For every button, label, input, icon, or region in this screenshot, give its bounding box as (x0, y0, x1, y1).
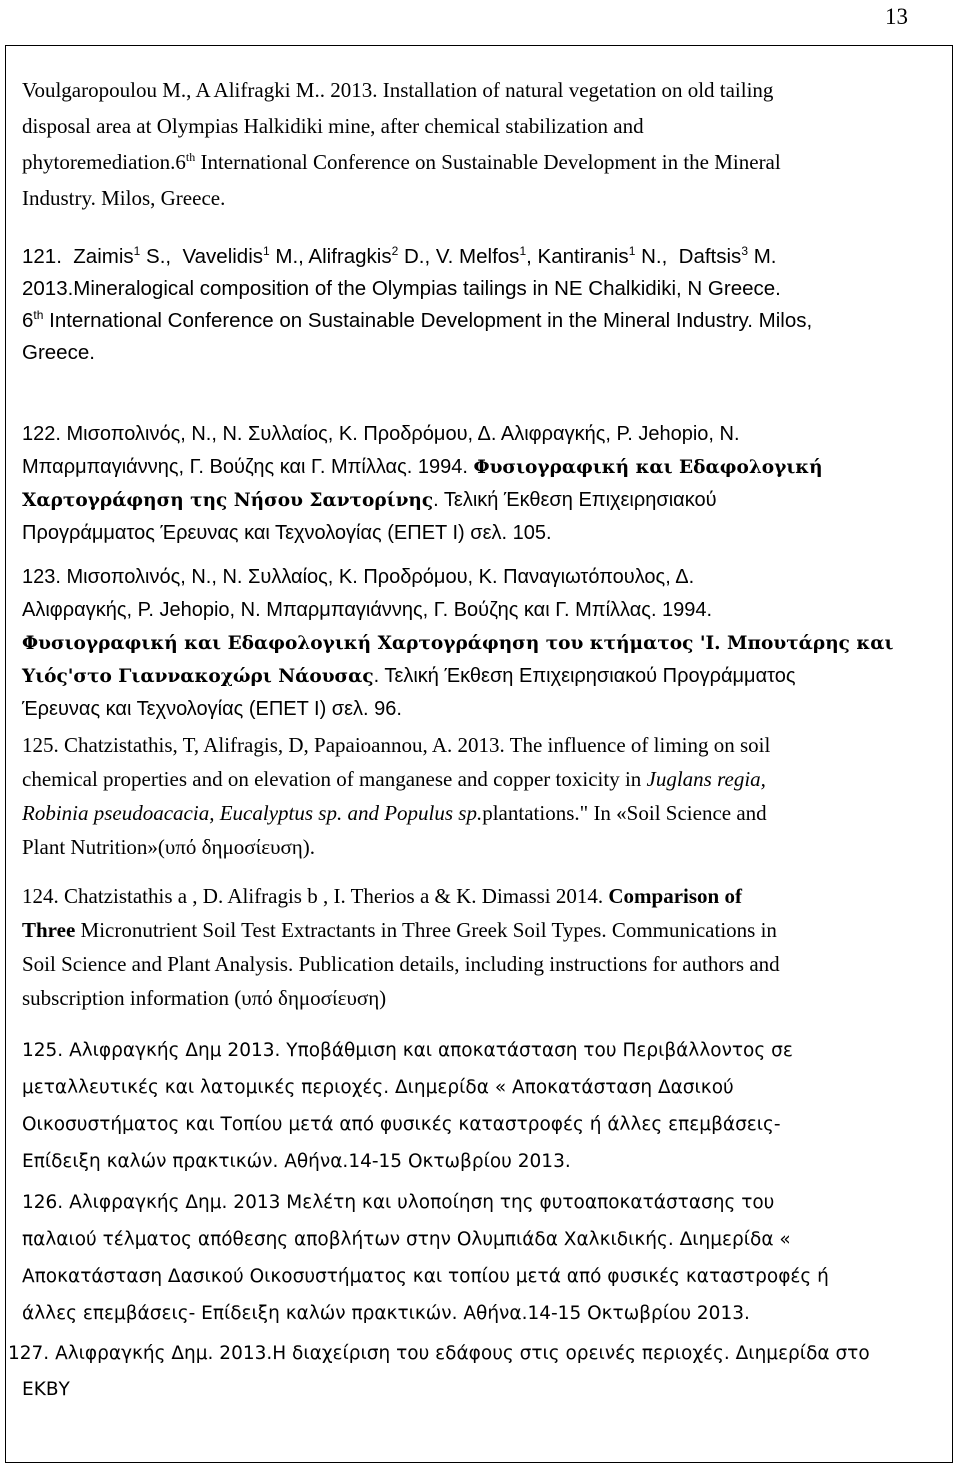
ref-line: Επίδειξη καλών πρακτικών. Αθήνα.14-15 Οκτωβρίου 2013. (22, 1151, 571, 1172)
ref-line: Soil Science and Plant Analysis. Publication details, including instructions for authors and (22, 952, 780, 976)
ref-text: International Conference on Sustainable Development in the Mineral (195, 150, 781, 174)
superscript: 2 (391, 244, 399, 259)
reference-121 (22, 241, 944, 369)
reference-123 (22, 561, 944, 726)
reference-126 (22, 1184, 944, 1332)
ref-line (22, 451, 944, 484)
ref-line: Αποκατάσταση Δασικού Οικοσυστήματος και τοπίου μετά από φυσικές καταστροφές ή (22, 1266, 829, 1287)
ref-line (22, 660, 944, 693)
reference-124 (22, 879, 944, 1015)
ref-line (22, 484, 944, 517)
ref-line: Αλιφραγκής, Ρ. Jehopio, Ν. Μπαρμπαγιάννης, Γ. Βούζης και Γ. Μπίλλας. 1994. (22, 599, 713, 621)
ref-line: παλαιού τέλματος απόθεσης αποβλήτων στην Ολυμπιάδα Χαλκιδικής. Διημερίδα « (22, 1229, 791, 1250)
ref-text: M. (748, 245, 777, 268)
ref-line (22, 762, 944, 796)
ref-text: chemical properties and on elevation of manganese and copper toxicity in (22, 767, 647, 791)
ref-line: Plant Nutrition»(υπό δημοσίευση). (22, 835, 316, 859)
ref-title: Χαρτογράφηση της Νήσου Σαντορίνης (22, 490, 434, 511)
ref-text: Μπαρμπαγιάννης, Γ. Βούζης και Γ. Μπίλλας. 1994. (22, 456, 474, 478)
ref-line: 122. Μισοπολινός, Ν., Ν. Συλλαίος, Κ. Προδρόμου, Δ. Αλιφραγκής, Ρ. Jehopio, Ν. (22, 423, 740, 445)
page-number: 13 (885, 4, 908, 29)
ref-line (22, 305, 944, 337)
ref-text: plantations." In «Soil Science and (482, 801, 767, 825)
ref-title: Comparison of (608, 884, 742, 908)
ref-text: 6 (22, 309, 34, 332)
ref-text: 124. Chatzistathis a , D. Alifragis b , I. Therios a & K. Dimassi 2014. (22, 884, 609, 908)
ref-line (22, 796, 944, 830)
ref-line: subscription information (υπό δημοσίευση) (22, 986, 387, 1010)
ref-text: N., Daftsis (635, 245, 742, 268)
reference-125-alifragkis (22, 1032, 944, 1180)
ref-title: Three (22, 918, 76, 942)
ref-line: Έρευνας και Τεχνολογίας (ΕΠΕΤ Ι) σελ. 96. (22, 698, 402, 720)
ref-line: Προγράμματος Έρευνας και Τεχνολογίας (ΕΠΕΤ Ι) σελ. 105. (22, 522, 552, 544)
reference-125-chatzistathis (22, 728, 944, 864)
ref-species: Robinia pseudoacacia, Eucalyptus sp. and Populus sp. (22, 801, 483, 825)
ref-text: Micronutrient Soil Test Extractants in Three Greek Soil Types. Communications in (75, 918, 777, 942)
ref-text: . Τελική Έκθεση Επιχειρησιακού Προγράμματος (373, 665, 796, 687)
ref-title: Φυσιογραφική και Εδαφολογική (473, 457, 823, 478)
superscript: 1 (628, 244, 636, 259)
ref-line (22, 241, 944, 273)
ref-line: Οικοσυστήματος και Τοπίου μετά από φυσικές καταστροφές ή άλλες επεμβάσεις- (22, 1114, 781, 1135)
ref-line: Voulgaropoulou M., A Alifragki M.. 2013. Installation of natural vegetation on old tailing (22, 78, 774, 102)
ref-species: Juglans regia, (646, 767, 766, 791)
ref-line (22, 879, 944, 913)
ref-line: 125. Αλιφραγκής Δημ 2013. Υποβάθμιση και αποκατάσταση του Περιβάλλοντος σε (22, 1040, 793, 1061)
ref-title: Υιός'στο Γιαννακοχώρι Νάουσας (22, 666, 374, 687)
ref-line (22, 144, 944, 180)
ref-line: Industry. Milos, Greece. (22, 186, 226, 210)
superscript: th (185, 150, 196, 164)
superscript: 3 (741, 244, 748, 259)
ref-text: 121. Zaimis (22, 245, 134, 268)
ref-line: 2013.Mineralogical composition of the Olympias tailings in NE Chalkidiki, N Greece. (22, 277, 781, 300)
ref-text: . Τελική Έκθεση Επιχειρησιακού (433, 489, 717, 511)
ref-line: Greece. (22, 341, 95, 364)
superscript: th (33, 308, 44, 323)
ref-line: Φυσιογραφική και Εδαφολογική Χαρτογράφηση του κτήματος 'Ι. Μπουτάρης και (22, 633, 894, 654)
ref-text: International Conference on Sustainable Development in the Mineral Industry. Milos, (43, 309, 813, 332)
ref-text: phytoremediation.6 (22, 150, 186, 174)
page-frame (5, 45, 953, 1463)
ref-line: ΕΚΒΥ (22, 1379, 70, 1400)
superscript: 1 (263, 244, 270, 259)
ref-line (22, 913, 944, 947)
ref-line: άλλες επεμβάσεις- Επίδειξη καλών πρακτικών. Αθήνα.14-15 Οκτωβρίου 2013. (22, 1303, 750, 1324)
ref-line: disposal area at Olympias Halkidiki mine, after chemical stabilization and (22, 114, 644, 138)
ref-text: S., Vavelidis (140, 245, 264, 268)
ref-line: 125. Chatzistathis, T, Alifragis, D, Papaioannou, A. 2013. The influence of liming on soil (22, 733, 771, 757)
ref-line: 127. Αλιφραγκής Δημ. 2013.Η διαχείριση του εδάφους στις ορεινές περιοχές. Διημερίδα στο (8, 1343, 870, 1364)
ref-line: 126. Αλιφραγκής Δημ. 2013 Μελέτη και υλοποίηση της φυτοαποκατάστασης του (22, 1192, 775, 1213)
reference-voulgaropoulou (22, 72, 944, 216)
ref-text: D., V. Melfos (398, 245, 520, 268)
ref-text: , Kantiranis (526, 245, 629, 268)
ref-text: M., Alifragkis (269, 245, 392, 268)
ref-line: 123. Μισοπολινός, Ν., Ν. Συλλαίος, Κ. Προδρόμου, Κ. Παναγιωτόπουλος, Δ. (22, 566, 695, 588)
reference-127 (8, 1336, 952, 1408)
ref-line: μεταλλευτικές και λατομικές περιοχές. Διημερίδα « Αποκατάσταση Δασικού (22, 1077, 734, 1098)
superscript: 1 (133, 244, 141, 259)
reference-122 (22, 418, 944, 550)
superscript: 1 (519, 244, 527, 259)
